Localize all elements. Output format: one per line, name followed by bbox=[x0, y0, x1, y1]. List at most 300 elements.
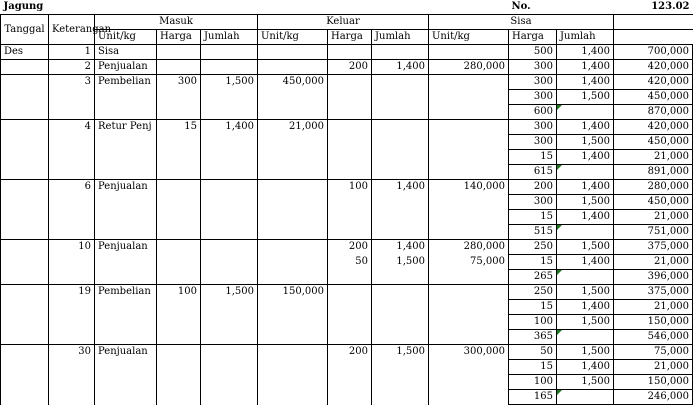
date-day-cell: 30 bbox=[49, 345, 95, 360]
keluar-harga bbox=[372, 195, 429, 210]
sisa-unit: 500 bbox=[509, 45, 557, 60]
masuk-jumlah bbox=[258, 330, 328, 345]
keluar-jumlah bbox=[429, 75, 509, 90]
keluar-jumlah bbox=[429, 315, 509, 330]
sisa-unit: 300 bbox=[509, 120, 557, 135]
sisa-total-jumlah: 751,000 bbox=[614, 225, 693, 240]
sisa-harga: 1,500 bbox=[557, 345, 614, 360]
masuk-harga bbox=[201, 270, 258, 285]
sisa-harga: 1,500 bbox=[557, 195, 614, 210]
sisa-harga: 1,400 bbox=[557, 180, 614, 195]
keluar-jumlah bbox=[429, 285, 509, 300]
sisa-harga: 1,400 bbox=[557, 360, 614, 375]
masuk-jumlah bbox=[258, 150, 328, 165]
keluar-harga bbox=[372, 90, 429, 105]
keluar-jumlah bbox=[429, 210, 509, 225]
keluar-harga bbox=[372, 210, 429, 225]
sisa-harga: 1,400 bbox=[557, 210, 614, 225]
masuk-unit bbox=[157, 90, 201, 105]
keluar-harga bbox=[372, 105, 429, 120]
keluar-unit bbox=[328, 210, 372, 225]
sisa-jumlah: 75,000 bbox=[614, 345, 693, 360]
masuk-unit: 100 bbox=[157, 285, 201, 300]
sisa-total-jumlah: 870,000 bbox=[614, 105, 693, 120]
sisa-unit: 300 bbox=[509, 90, 557, 105]
masuk-unit bbox=[157, 105, 201, 120]
keluar-jumlah bbox=[429, 120, 509, 135]
keluar-jumlah: 300,000 bbox=[429, 345, 509, 360]
keluar-unit: 100 bbox=[328, 180, 372, 195]
masuk-jumlah bbox=[258, 180, 328, 195]
date-month-cell bbox=[1, 120, 49, 135]
masuk-jumlah bbox=[258, 390, 328, 405]
description-cell bbox=[95, 210, 157, 225]
keluar-jumlah: 280,000 bbox=[429, 240, 509, 255]
keluar-unit: 50 bbox=[328, 255, 372, 270]
sisa-harga: 1,400 bbox=[557, 45, 614, 60]
keluar-unit bbox=[328, 90, 372, 105]
sisa-total-unit: 165 bbox=[509, 390, 557, 405]
date-day-cell bbox=[49, 210, 95, 225]
date-month-cell bbox=[1, 60, 49, 75]
keluar-jumlah bbox=[429, 360, 509, 375]
keluar-harga: 1,500 bbox=[372, 345, 429, 360]
keluar-jumlah bbox=[429, 195, 509, 210]
description-cell bbox=[95, 105, 157, 120]
col-keterangan: Keterangan bbox=[49, 15, 95, 45]
date-day-cell bbox=[49, 255, 95, 270]
ledger-row bbox=[1, 195, 693, 210]
sisa-unit: 300 bbox=[509, 195, 557, 210]
keluar-unit: 200 bbox=[328, 60, 372, 75]
date-month-cell bbox=[1, 75, 49, 90]
date-month-cell bbox=[1, 150, 49, 165]
keluar-unit bbox=[328, 45, 372, 60]
sisa-unit: 100 bbox=[509, 375, 557, 390]
masuk-harga bbox=[201, 60, 258, 75]
date-month-cell bbox=[1, 255, 49, 270]
ledger-row bbox=[1, 60, 693, 75]
ledger-row bbox=[1, 180, 693, 195]
date-day-cell: 3 bbox=[49, 75, 95, 90]
description-cell bbox=[95, 195, 157, 210]
sisa-total-harga bbox=[557, 165, 614, 180]
date-day-cell bbox=[49, 135, 95, 150]
date-day-cell: 1 bbox=[49, 45, 95, 60]
sub-jumlah-keluar: Jumlah bbox=[372, 30, 429, 45]
keluar-harga bbox=[372, 315, 429, 330]
masuk-harga bbox=[201, 150, 258, 165]
description-cell: Penjualan bbox=[95, 180, 157, 195]
col-sisa: Sisa bbox=[429, 15, 614, 30]
description-cell: Penjualan bbox=[95, 240, 157, 255]
sisa-jumlah: 21,000 bbox=[614, 255, 693, 270]
keluar-harga bbox=[372, 300, 429, 315]
ledger-row bbox=[1, 255, 693, 270]
masuk-jumlah bbox=[258, 375, 328, 390]
keluar-unit bbox=[328, 375, 372, 390]
keluar-jumlah: 75,000 bbox=[429, 255, 509, 270]
ledger-row bbox=[1, 90, 693, 105]
masuk-unit bbox=[157, 135, 201, 150]
sisa-total-harga bbox=[557, 225, 614, 240]
col-keluar: Keluar bbox=[258, 15, 429, 30]
col-tanggal: Tanggal bbox=[1, 15, 49, 45]
description-cell bbox=[95, 360, 157, 375]
masuk-jumlah bbox=[258, 225, 328, 240]
date-day-cell: 19 bbox=[49, 285, 95, 300]
keluar-harga: 1,500 bbox=[372, 255, 429, 270]
masuk-unit bbox=[157, 360, 201, 375]
keluar-harga bbox=[372, 120, 429, 135]
sisa-total-jumlah: 396,000 bbox=[614, 270, 693, 285]
sisa-jumlah: 375,000 bbox=[614, 240, 693, 255]
masuk-unit bbox=[157, 150, 201, 165]
masuk-jumlah bbox=[258, 345, 328, 360]
date-day-cell bbox=[49, 270, 95, 285]
sisa-harga: 1,400 bbox=[557, 75, 614, 90]
masuk-harga bbox=[201, 105, 258, 120]
masuk-unit bbox=[157, 315, 201, 330]
sisa-jumlah: 450,000 bbox=[614, 90, 693, 105]
sisa-unit: 15 bbox=[509, 255, 557, 270]
date-month-cell bbox=[1, 270, 49, 285]
masuk-unit bbox=[157, 45, 201, 60]
date-month-cell bbox=[1, 165, 49, 180]
keluar-unit bbox=[328, 105, 372, 120]
date-day-cell bbox=[49, 195, 95, 210]
date-month-cell bbox=[1, 105, 49, 120]
sisa-harga: 1,500 bbox=[557, 240, 614, 255]
sisa-jumlah: 450,000 bbox=[614, 195, 693, 210]
sisa-jumlah: 420,000 bbox=[614, 75, 693, 90]
masuk-unit bbox=[157, 210, 201, 225]
ledger-row bbox=[1, 345, 693, 360]
sisa-total-unit: 265 bbox=[509, 270, 557, 285]
masuk-harga bbox=[201, 375, 258, 390]
sisa-harga: 1,500 bbox=[557, 375, 614, 390]
sisa-unit: 15 bbox=[509, 300, 557, 315]
masuk-jumlah bbox=[258, 90, 328, 105]
sisa-unit: 250 bbox=[509, 240, 557, 255]
date-day-cell bbox=[49, 150, 95, 165]
keluar-jumlah bbox=[429, 165, 509, 180]
sub-harga-keluar: Harga bbox=[328, 30, 372, 45]
sisa-harga: 1,500 bbox=[557, 90, 614, 105]
sub-unit-sisa: Unit/kg bbox=[429, 30, 509, 45]
masuk-unit bbox=[157, 60, 201, 75]
sub-jumlah-masuk: Jumlah bbox=[201, 30, 258, 45]
keluar-harga bbox=[372, 165, 429, 180]
sisa-total-unit: 600 bbox=[509, 105, 557, 120]
keluar-unit bbox=[328, 135, 372, 150]
masuk-unit bbox=[157, 195, 201, 210]
keluar-unit bbox=[328, 120, 372, 135]
ledger-row bbox=[1, 285, 693, 300]
date-day-cell bbox=[49, 105, 95, 120]
date-month-cell bbox=[1, 240, 49, 255]
masuk-harga: 1,500 bbox=[201, 75, 258, 90]
date-day-cell bbox=[49, 330, 95, 345]
sisa-unit: 300 bbox=[509, 75, 557, 90]
masuk-unit: 300 bbox=[157, 75, 201, 90]
masuk-jumlah bbox=[258, 135, 328, 150]
sisa-jumlah: 21,000 bbox=[614, 300, 693, 315]
description-cell bbox=[95, 300, 157, 315]
sisa-harga: 1,500 bbox=[557, 285, 614, 300]
description-cell bbox=[95, 135, 157, 150]
sisa-jumlah: 700,000 bbox=[614, 45, 693, 60]
description-cell: Pembelian bbox=[95, 285, 157, 300]
keluar-jumlah bbox=[429, 45, 509, 60]
date-month-cell bbox=[1, 180, 49, 195]
sisa-jumlah: 420,000 bbox=[614, 120, 693, 135]
keluar-harga bbox=[372, 390, 429, 405]
sisa-unit: 200 bbox=[509, 180, 557, 195]
ledger-row bbox=[1, 240, 693, 255]
ledger-row bbox=[1, 135, 693, 150]
keluar-jumlah bbox=[429, 375, 509, 390]
masuk-harga bbox=[201, 90, 258, 105]
keluar-harga: 1,400 bbox=[372, 240, 429, 255]
description-cell: Pembelian bbox=[95, 75, 157, 90]
masuk-unit bbox=[157, 390, 201, 405]
sisa-total-harga bbox=[557, 330, 614, 345]
date-month-cell bbox=[1, 345, 49, 360]
masuk-jumlah: 150,000 bbox=[258, 285, 328, 300]
keluar-unit bbox=[328, 360, 372, 375]
keluar-harga bbox=[372, 225, 429, 240]
masuk-harga bbox=[201, 315, 258, 330]
masuk-unit bbox=[157, 225, 201, 240]
sisa-unit: 250 bbox=[509, 285, 557, 300]
masuk-jumlah bbox=[258, 165, 328, 180]
masuk-harga: 1,500 bbox=[201, 285, 258, 300]
sisa-jumlah: 280,000 bbox=[614, 180, 693, 195]
description-cell: Penjualan bbox=[95, 345, 157, 360]
keluar-jumlah: 280,000 bbox=[429, 60, 509, 75]
keluar-unit: 200 bbox=[328, 345, 372, 360]
keluar-harga bbox=[372, 270, 429, 285]
keluar-unit bbox=[328, 330, 372, 345]
sisa-jumlah: 450,000 bbox=[614, 135, 693, 150]
ledger-row bbox=[1, 210, 693, 225]
date-month-cell bbox=[1, 90, 49, 105]
keluar-unit bbox=[328, 75, 372, 90]
sisa-total-unit: 515 bbox=[509, 225, 557, 240]
description-cell bbox=[95, 90, 157, 105]
ledger-row bbox=[1, 150, 693, 165]
masuk-unit bbox=[157, 240, 201, 255]
sisa-jumlah: 21,000 bbox=[614, 360, 693, 375]
sisa-harga: 1,400 bbox=[557, 300, 614, 315]
description-cell bbox=[95, 315, 157, 330]
date-month-cell bbox=[1, 390, 49, 405]
sisa-unit: 15 bbox=[509, 150, 557, 165]
keluar-harga bbox=[372, 45, 429, 60]
date-month-cell bbox=[1, 300, 49, 315]
date-day-cell bbox=[49, 225, 95, 240]
sisa-jumlah: 150,000 bbox=[614, 375, 693, 390]
description-cell bbox=[95, 255, 157, 270]
keluar-unit bbox=[328, 270, 372, 285]
description-cell: Retur Penj bbox=[95, 120, 157, 135]
keluar-jumlah bbox=[429, 390, 509, 405]
description-cell bbox=[95, 390, 157, 405]
sisa-total-harga bbox=[557, 390, 614, 405]
masuk-unit bbox=[157, 300, 201, 315]
sisa-unit: 300 bbox=[509, 135, 557, 150]
masuk-jumlah: 21,000 bbox=[258, 120, 328, 135]
description-cell bbox=[95, 225, 157, 240]
sisa-total-jumlah: 246,000 bbox=[614, 390, 693, 405]
masuk-unit bbox=[157, 330, 201, 345]
description-cell: Sisa bbox=[95, 45, 157, 60]
sisa-unit: 15 bbox=[509, 360, 557, 375]
ledger-row bbox=[1, 360, 693, 375]
keluar-jumlah bbox=[429, 270, 509, 285]
keluar-harga bbox=[372, 285, 429, 300]
ledger-body bbox=[1, 45, 693, 405]
keluar-jumlah: 140,000 bbox=[429, 180, 509, 195]
masuk-harga bbox=[201, 300, 258, 315]
keluar-jumlah bbox=[429, 135, 509, 150]
masuk-harga bbox=[201, 45, 258, 60]
date-day-cell: 2 bbox=[49, 60, 95, 75]
date-day-cell bbox=[49, 165, 95, 180]
masuk-jumlah bbox=[258, 45, 328, 60]
sisa-total-jumlah: 891,000 bbox=[614, 165, 693, 180]
sisa-jumlah: 375,000 bbox=[614, 285, 693, 300]
keluar-harga bbox=[372, 375, 429, 390]
sisa-jumlah: 150,000 bbox=[614, 315, 693, 330]
masuk-harga bbox=[201, 135, 258, 150]
number-value: 123.02 bbox=[651, 1, 690, 12]
keluar-harga: 1,400 bbox=[372, 60, 429, 75]
date-day-cell bbox=[49, 360, 95, 375]
masuk-unit: 15 bbox=[157, 120, 201, 135]
keluar-jumlah bbox=[429, 150, 509, 165]
sisa-unit: 300 bbox=[509, 60, 557, 75]
keluar-harga bbox=[372, 360, 429, 375]
date-day-cell bbox=[49, 390, 95, 405]
sisa-total-harga bbox=[557, 270, 614, 285]
sisa-harga: 1,400 bbox=[557, 120, 614, 135]
date-month-cell bbox=[1, 375, 49, 390]
sisa-unit: 50 bbox=[509, 345, 557, 360]
masuk-harga bbox=[201, 225, 258, 240]
item-name: Jagung bbox=[3, 1, 44, 12]
keluar-unit bbox=[328, 285, 372, 300]
masuk-harga bbox=[201, 255, 258, 270]
ledger-row bbox=[1, 45, 693, 60]
masuk-harga bbox=[201, 165, 258, 180]
sisa-jumlah: 21,000 bbox=[614, 150, 693, 165]
sisa-harga: 1,400 bbox=[557, 255, 614, 270]
keluar-jumlah bbox=[429, 330, 509, 345]
date-month-cell bbox=[1, 330, 49, 345]
masuk-unit bbox=[157, 270, 201, 285]
keluar-jumlah bbox=[429, 90, 509, 105]
keluar-jumlah bbox=[429, 225, 509, 240]
masuk-harga bbox=[201, 180, 258, 195]
ledger-row bbox=[1, 330, 693, 345]
description-cell bbox=[95, 165, 157, 180]
ledger-row bbox=[1, 375, 693, 390]
masuk-jumlah bbox=[258, 240, 328, 255]
ledger-row bbox=[1, 270, 693, 285]
date-month-cell bbox=[1, 210, 49, 225]
keluar-jumlah bbox=[429, 300, 509, 315]
date-day-cell bbox=[49, 315, 95, 330]
date-month-cell bbox=[1, 195, 49, 210]
keluar-unit: 200 bbox=[328, 240, 372, 255]
ledger-row bbox=[1, 315, 693, 330]
number-label: No. bbox=[511, 1, 531, 12]
masuk-jumlah bbox=[258, 105, 328, 120]
date-month-cell bbox=[1, 225, 49, 240]
date-day-cell: 6 bbox=[49, 180, 95, 195]
ledger-row bbox=[1, 120, 693, 135]
date-month-cell bbox=[1, 360, 49, 375]
date-month-cell bbox=[1, 315, 49, 330]
ledger-row bbox=[1, 390, 693, 405]
sisa-jumlah: 420,000 bbox=[614, 60, 693, 75]
masuk-harga bbox=[201, 390, 258, 405]
keluar-harga bbox=[372, 150, 429, 165]
sisa-unit: 100 bbox=[509, 315, 557, 330]
masuk-unit bbox=[157, 165, 201, 180]
keluar-unit bbox=[328, 315, 372, 330]
keluar-harga: 1,400 bbox=[372, 180, 429, 195]
masuk-harga bbox=[201, 330, 258, 345]
sub-jumlah-sisa: Jumlah bbox=[557, 30, 614, 45]
masuk-jumlah bbox=[258, 360, 328, 375]
ledger-row bbox=[1, 165, 693, 180]
keluar-unit bbox=[328, 390, 372, 405]
description-cell bbox=[95, 270, 157, 285]
masuk-jumlah bbox=[258, 60, 328, 75]
sisa-total-unit: 365 bbox=[509, 330, 557, 345]
ledger-row bbox=[1, 225, 693, 240]
sisa-harga: 1,400 bbox=[557, 150, 614, 165]
keluar-unit bbox=[328, 225, 372, 240]
sisa-unit: 15 bbox=[509, 210, 557, 225]
masuk-unit bbox=[157, 180, 201, 195]
description-cell: Penjualan bbox=[95, 60, 157, 75]
date-day-cell: 10 bbox=[49, 240, 95, 255]
masuk-jumlah bbox=[258, 255, 328, 270]
description-cell bbox=[95, 330, 157, 345]
sub-harga-masuk: Harga bbox=[157, 30, 201, 45]
date-month-cell: Des bbox=[1, 45, 49, 60]
sub-harga-sisa: Harga bbox=[509, 30, 557, 45]
masuk-harga bbox=[201, 345, 258, 360]
sub-unit-masuk: Unit/kg bbox=[95, 30, 157, 45]
sisa-jumlah: 21,000 bbox=[614, 210, 693, 225]
date-day-cell: 4 bbox=[49, 120, 95, 135]
date-month-cell bbox=[1, 135, 49, 150]
sisa-total-harga bbox=[557, 105, 614, 120]
masuk-harga bbox=[201, 360, 258, 375]
masuk-jumlah bbox=[258, 210, 328, 225]
masuk-unit bbox=[157, 345, 201, 360]
masuk-unit bbox=[157, 375, 201, 390]
keluar-harga bbox=[372, 75, 429, 90]
masuk-jumlah: 450,000 bbox=[258, 75, 328, 90]
date-day-cell bbox=[49, 375, 95, 390]
masuk-harga bbox=[201, 210, 258, 225]
